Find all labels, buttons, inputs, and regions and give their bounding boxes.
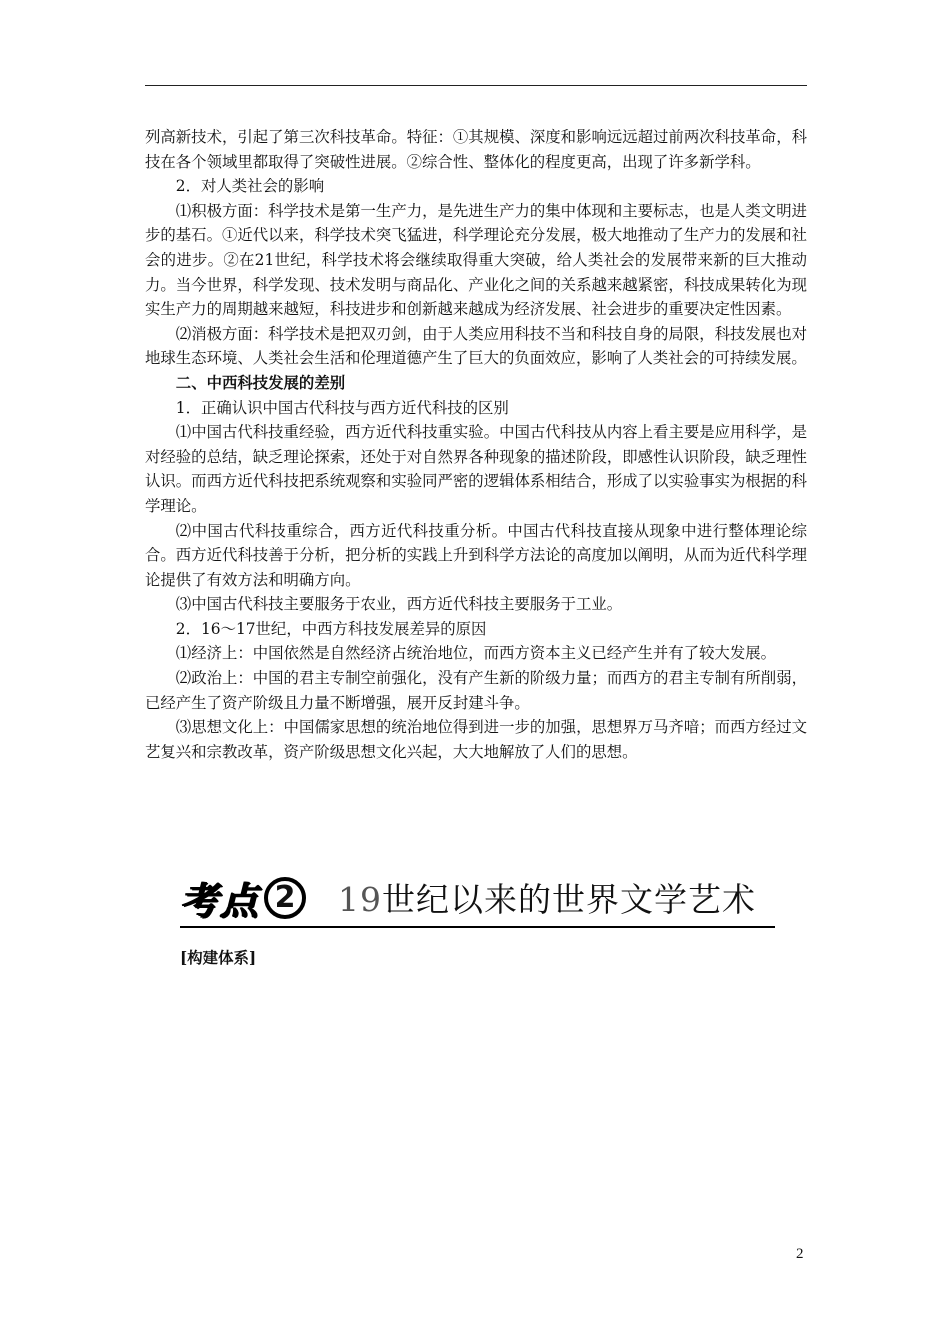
page-number: 2 <box>796 1246 804 1262</box>
paragraph: ⑶中国古代科技主要服务于农业，西方近代科技主要服务于工业。 <box>175 595 623 614</box>
banner-title-number: 19 <box>338 880 382 919</box>
topic-banner <box>180 874 775 930</box>
document-body <box>145 125 807 764</box>
banner-title-text: 世纪以来的世界文学艺术 <box>382 880 756 919</box>
paragraph: ⑵政治上：中国的君主专制空前强化，没有产生新的阶级力量；而西方的君主专制有所削弱，已经产生了资产阶级且力量不断增强，展开反封建斗争。 <box>145 669 807 712</box>
paragraph: ⑴中国古代科技重经验，西方近代科技重实验。中国古代科技从内容上看主要是应用科学，是对经验的总结，缺乏理论探索，还处于对自然界各种现象的描述阶段，即感性认识阶段，缺乏理性认识。而西方近代科技把系统观察和实验同严密的逻辑体系相结合，形成了以实验事实为根据的科学理论。 <box>145 423 807 515</box>
section-label: [构建体系] <box>180 949 257 967</box>
paragraph: ⑴积极方面：科学技术是第一生产力，是先进生产力的集中体现和主要标志，也是人类文明进步的基石。①近代以来，科学技术突飞猛进，科学理论充分发展，极大地推动了生产力的发展和社会的进步。②在21世纪，科学技术将会继续取得重大突破，给人类社会的发展带来新的巨大推动力。当今世界，科学发现、技术发明与商品化、产业化之间的关系越来越紧密，科技成果转化为现实生产力的周期越来越短，科技进步和创新越来越成为经济发展、社会进步的重要决定性因素。 <box>145 201 807 319</box>
banner-title <box>338 878 756 922</box>
section-heading: 二、中西科技发展的差别 <box>175 373 346 392</box>
banner-number-badge: 2 <box>264 877 306 919</box>
paragraph: 1．正确认识中国古代科技与西方近代科技的区别 <box>175 398 509 417</box>
header-rule <box>145 85 807 86</box>
paragraph: ⑵中国古代科技重综合，西方近代科技重分析。中国古代科技直接从现象中进行整体理论综合。西方近代科技善于分析，把分析的实践上升到科学方法论的高度加以阐明，从而为近代科学理论提供了有效方法和明确方向。 <box>145 521 807 589</box>
paragraph: 列高新技术，引起了第三次科技革命。特征：①其规模、深度和影响远远超过前两次科技革命，科技在各个领域里都取得了突破性进展。②综合性、整体化的程度更高，出现了许多新学科。 <box>145 128 807 171</box>
paragraph: 2．16～17世纪，中西方科技发展差异的原因 <box>175 619 487 638</box>
paragraph: ⑴经济上：中国依然是自然经济占统治地位，而西方资本主义已经产生并有了较大发展。 <box>175 644 777 663</box>
paragraph: ⑶思想文化上：中国儒家思想的统治地位得到进一步的加强，思想界万马齐喑；而西方经过文艺复兴和宗教改革，资产阶级思想文化兴起，大大地解放了人们的思想。 <box>145 718 807 761</box>
banner-label: 考点 <box>180 878 261 923</box>
banner-rule <box>180 926 775 928</box>
paragraph: 2．对人类社会的影响 <box>175 177 325 196</box>
paragraph: ⑵消极方面：科学技术是把双刃剑，由于人类应用科技不当和科技自身的局限，科技发展也对地球生态环境、人类社会生活和伦理道德产生了巨大的负面效应，影响了人类社会的可持续发展。 <box>145 324 807 368</box>
